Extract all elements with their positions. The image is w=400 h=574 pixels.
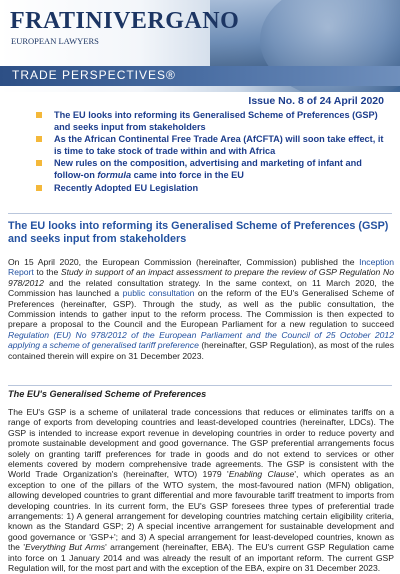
square-bullet-icon (36, 160, 42, 166)
table-of-contents (36, 110, 386, 195)
article-paragraph-2: The EU's GSP is a scheme of unilateral trade concessions that reduces or eliminates tariffs on a range of exports from developing countries and least-developed countries (hereinafter, LDCs). The GSP is intended to increase export revenue in developing countries in order to reduce poverty and promote sustainable development and good governance. The GSP preferential arrangements focus solely on granting tariff preferences for trade in goods and do not extend to services or other elements covered by modern comprehensive trade agreements. The GSP is consistent with the World Trade Organization's (hereinafter, WTO) 1979 'Enabling Clause', which operates as an exception to one of the pillars of the WTO system, the most-favoured nation (MFN) obligation, allowing developed countries to grant differential and more favourable tariff treatment to imports from developing countries. In its current form, the EU's GSP foresees three types of preferential trade arrangements: 1) A general arrangement for developing countries matching certain eligibility criteria, known as the Standard GSP; 2) A special incentive arrangement for sustainable development and good governance or 'GSP+'; and 3) A special arrangement for least-developed countries, known as the 'Everything But Arms' arrangement (hereinafter, EBA). The EU's current GSP Regulation came into force on 1 January 2014 and was already the result of an important reform. The current GSP Regulation will, for the most part and with the exception of the EBA, expire on 31 December 2023. (8, 407, 394, 574)
toc-link[interactable]: New rules on the composition, advertising and marketing of infant and follow-on formula came into force in the EU (54, 158, 362, 180)
toc-item[interactable] (36, 110, 386, 133)
toc-link[interactable]: The EU looks into reforming its Generalised Scheme of Preferences (GSP) and seeks input from stakeholders (54, 110, 378, 132)
toc-item[interactable] (36, 134, 386, 157)
square-bullet-icon (36, 136, 42, 142)
article-paragraph-1: On 15 April 2020, the European Commission (hereinafter, Commission) published the Inception Report to the Study in support of an impact assessment to prepare the review of GSP Regulation No 978/2012 and the related consultation strategy. In the same context, on 11 March 2020, the Commission has launched a public consultation on the reform of the EU's Generalised Scheme of Preferences (hereinafter, GSP). Through the study, as well as the public consultation, the Commission intends to gather input to the reform process. The Commission is then expected to prepare a proposal to the Council and the European Parliament for a new regulation to succeed Regulation (EU) No 978/2012 of the European Parliament and the Council of 25 October 2012 applying a scheme of generalised tariff preference (hereinafter, GSP Regulation), as most of the rules contained therein will expire on 31 December 2023. (8, 257, 394, 361)
section-heading: The EU's Generalised Scheme of Preferences (8, 389, 207, 399)
issue-number: Issue No. 8 of 24 April 2020 (248, 95, 384, 107)
divider (8, 213, 392, 214)
toc-link[interactable]: As the African Continental Free Trade Area (AfCFTA) will soon take effect, it is time to take stock of trade within and with Africa (54, 134, 384, 156)
toc-item[interactable] (36, 158, 386, 181)
toc-link[interactable]: Recently Adopted EU Legislation (54, 182, 199, 193)
square-bullet-icon (36, 112, 42, 118)
regulation-link[interactable]: Regulation (EU) No 978/2012 of the European Parliament and the Council of 25 October 2012 applying a scheme of generalised tariff preference (8, 329, 394, 351)
article-title: The EU looks into reforming its Generalised Scheme of Preferences (GSP) and seeks input from stakeholders (8, 220, 389, 245)
inception-report-link[interactable]: Inception Report (8, 257, 394, 278)
brand-subtitle: EUROPEAN LAWYERS (11, 36, 99, 46)
public-consultation-link[interactable]: public consultation (122, 288, 195, 299)
brand-logo: FRATINIVERGANO (10, 8, 240, 34)
square-bullet-icon (36, 185, 42, 191)
toc-item[interactable] (36, 183, 386, 195)
newsletter-title: TRADE PERSPECTIVES® (12, 68, 176, 82)
